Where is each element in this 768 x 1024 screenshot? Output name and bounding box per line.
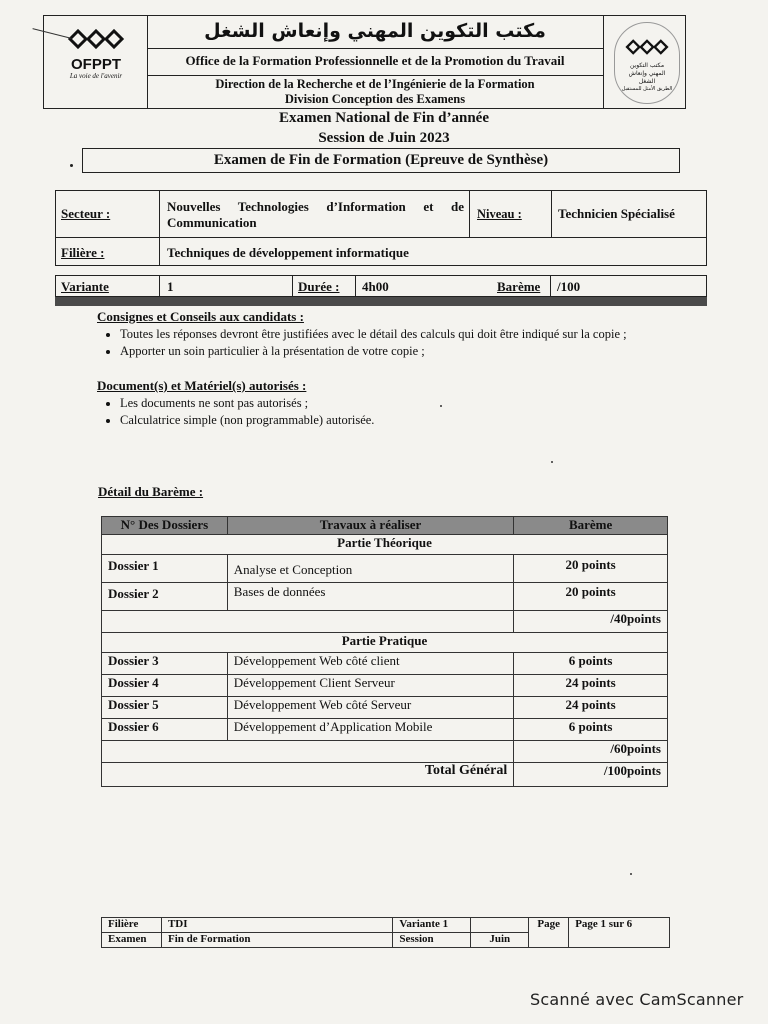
points-cell: 20 points xyxy=(514,555,668,583)
dossier-cell: Dossier 1 xyxy=(102,555,228,583)
dossier-cell: Dossier 3 xyxy=(102,653,228,675)
bareme-value: /100 xyxy=(557,279,581,294)
variante-label: Variante xyxy=(61,279,109,294)
bareme-table xyxy=(101,516,668,787)
header-dossiers: N° Des Dossiers xyxy=(102,517,228,535)
footer-filiere-label: Filière xyxy=(102,918,162,933)
secteur-value: Nouvelles Technologies d’Information et de Communication xyxy=(167,199,464,230)
total-general-value: /100points xyxy=(514,763,668,787)
consigne-item: • Toutes les réponses devront être justifiées avec le détail des calculs qui doit être indiqué sur la copie ; xyxy=(120,326,710,343)
partie-pratique: Partie Pratique xyxy=(102,633,668,653)
exam-banner: Examen de Fin de Formation (Epreuve de Synthèse) xyxy=(82,148,680,173)
partie-theorique: Partie Théorique xyxy=(102,535,668,555)
info-vline-2 xyxy=(469,190,470,237)
document-item: • Calculatrice simple (non programmable) autorisée. xyxy=(120,412,710,429)
footer-page-value: Page 1 sur 6 xyxy=(569,918,670,948)
ofppt-emblem-right-icon xyxy=(624,37,670,57)
header-hline-2 xyxy=(147,75,603,76)
header-bareme: Barème xyxy=(514,517,668,535)
travail-cell: Développement Client Serveur xyxy=(227,675,513,697)
travail-cell: Bases de données xyxy=(227,583,513,611)
points-cell: 20 points xyxy=(514,583,668,611)
ofppt-logo-right xyxy=(614,22,680,104)
footer-filiere-value: TDI xyxy=(161,918,392,933)
dossier-cell: Dossier 5 xyxy=(102,697,228,719)
consigne-item: • Apporter un soin particulier à la présentation de votre copie ; xyxy=(120,343,710,360)
travail-cell: Développement d’Application Mobile xyxy=(227,719,513,741)
direction-line: Direction de la Recherche et de l’Ingénierie de la Formation xyxy=(215,77,535,91)
footer-table xyxy=(101,917,670,948)
ofppt-emblem-icon xyxy=(66,26,126,52)
points-cell: 6 points xyxy=(514,653,668,675)
info-hline xyxy=(55,237,707,238)
header-travaux: Travaux à réaliser xyxy=(227,517,513,535)
dossier-cell: Dossier 4 xyxy=(102,675,228,697)
duree-label: Durée : xyxy=(298,279,340,294)
theorique-total-spacer xyxy=(102,611,514,633)
consignes-list xyxy=(98,326,710,360)
variante-dark-band xyxy=(55,297,707,306)
bareme-title: Détail du Barème : xyxy=(98,484,204,499)
pratique-total-spacer xyxy=(102,741,514,763)
table-row xyxy=(102,653,668,675)
var-vline-1 xyxy=(159,275,160,297)
logo-left-text: OFPPT xyxy=(70,56,121,73)
footer-variante: Variante 1 xyxy=(393,918,471,933)
header-divider-right xyxy=(603,15,604,109)
points-cell: 24 points xyxy=(514,697,668,719)
table-row xyxy=(102,555,668,583)
var-vline-3 xyxy=(355,275,356,297)
scan-dot xyxy=(630,873,632,875)
footer-examen-label: Examen xyxy=(102,933,162,948)
header-hline-1 xyxy=(147,48,603,49)
travail-cell: Développement Web côté client xyxy=(227,653,513,675)
niveau-value: Technicien Spécialisé xyxy=(558,206,675,221)
documents-list xyxy=(98,395,710,429)
footer-page-label: Page xyxy=(529,918,569,948)
table-row xyxy=(102,583,668,611)
scan-dot xyxy=(551,461,553,463)
table-row xyxy=(102,675,668,697)
var-vline-4 xyxy=(550,275,551,297)
travail-cell: Développement Web côté Serveur xyxy=(227,697,513,719)
points-cell: 6 points xyxy=(514,719,668,741)
points-cell: 24 points xyxy=(514,675,668,697)
secteur-label: Secteur : xyxy=(61,206,111,221)
office-line: Office de la Formation Professionnelle et de la Promotion du Travail xyxy=(185,53,565,68)
camscanner-watermark: Scanné avec CamScanner xyxy=(530,990,744,1009)
dossier-cell: Dossier 6 xyxy=(102,719,228,741)
table-row xyxy=(102,719,668,741)
ofppt-logo-left xyxy=(52,26,140,104)
theorique-total: /40points xyxy=(514,611,668,633)
footer-examen-value: Fin de Formation xyxy=(161,933,392,948)
variante-value: 1 xyxy=(167,279,174,294)
documents-title: Document(s) et Matériel(s) autorisés : xyxy=(97,378,307,393)
division-line: Division Conception des Examens xyxy=(284,92,466,106)
session-title: Session de Juin 2023 xyxy=(318,130,450,146)
logo-right-arabic: مكتب التكوين المهني وإنعاش الشغل xyxy=(628,62,666,85)
travail-cell: Analyse et Conception xyxy=(227,555,513,583)
logo-left-tagline: La voie de l'avenir xyxy=(69,72,123,80)
logo-right-tagline: الطريق الأمثل للمستقبل xyxy=(621,86,673,92)
info-vline-3 xyxy=(551,190,552,237)
filiere-label: Filière : xyxy=(61,245,105,260)
dossier-cell: Dossier 2 xyxy=(102,583,228,611)
duree-value: 4h00 xyxy=(362,279,389,294)
info-vline-1 xyxy=(159,190,160,266)
footer-session-value: Juin xyxy=(471,933,529,948)
niveau-label: Niveau : xyxy=(477,207,522,221)
footer-session-label: Session xyxy=(393,933,471,948)
scan-dot xyxy=(440,405,442,407)
var-vline-2 xyxy=(292,275,293,297)
consignes-title: Consignes et Conseils aux candidats : xyxy=(97,309,304,324)
document-item: • Les documents ne sont pas autorisés ; xyxy=(120,395,710,412)
pratique-total: /60points xyxy=(514,741,668,763)
total-general-label: Total Général xyxy=(102,763,514,787)
national-exam-title: Examen National de Fin d’année xyxy=(278,110,489,126)
dot-mark xyxy=(70,164,73,167)
arabic-title: مكتب التكوين المهني وإنعاش الشغل xyxy=(204,20,546,42)
footer-empty xyxy=(471,918,529,933)
table-row xyxy=(102,697,668,719)
bareme-label: Barème xyxy=(497,279,541,294)
filiere-value: Techniques de développement informatique xyxy=(167,245,409,260)
